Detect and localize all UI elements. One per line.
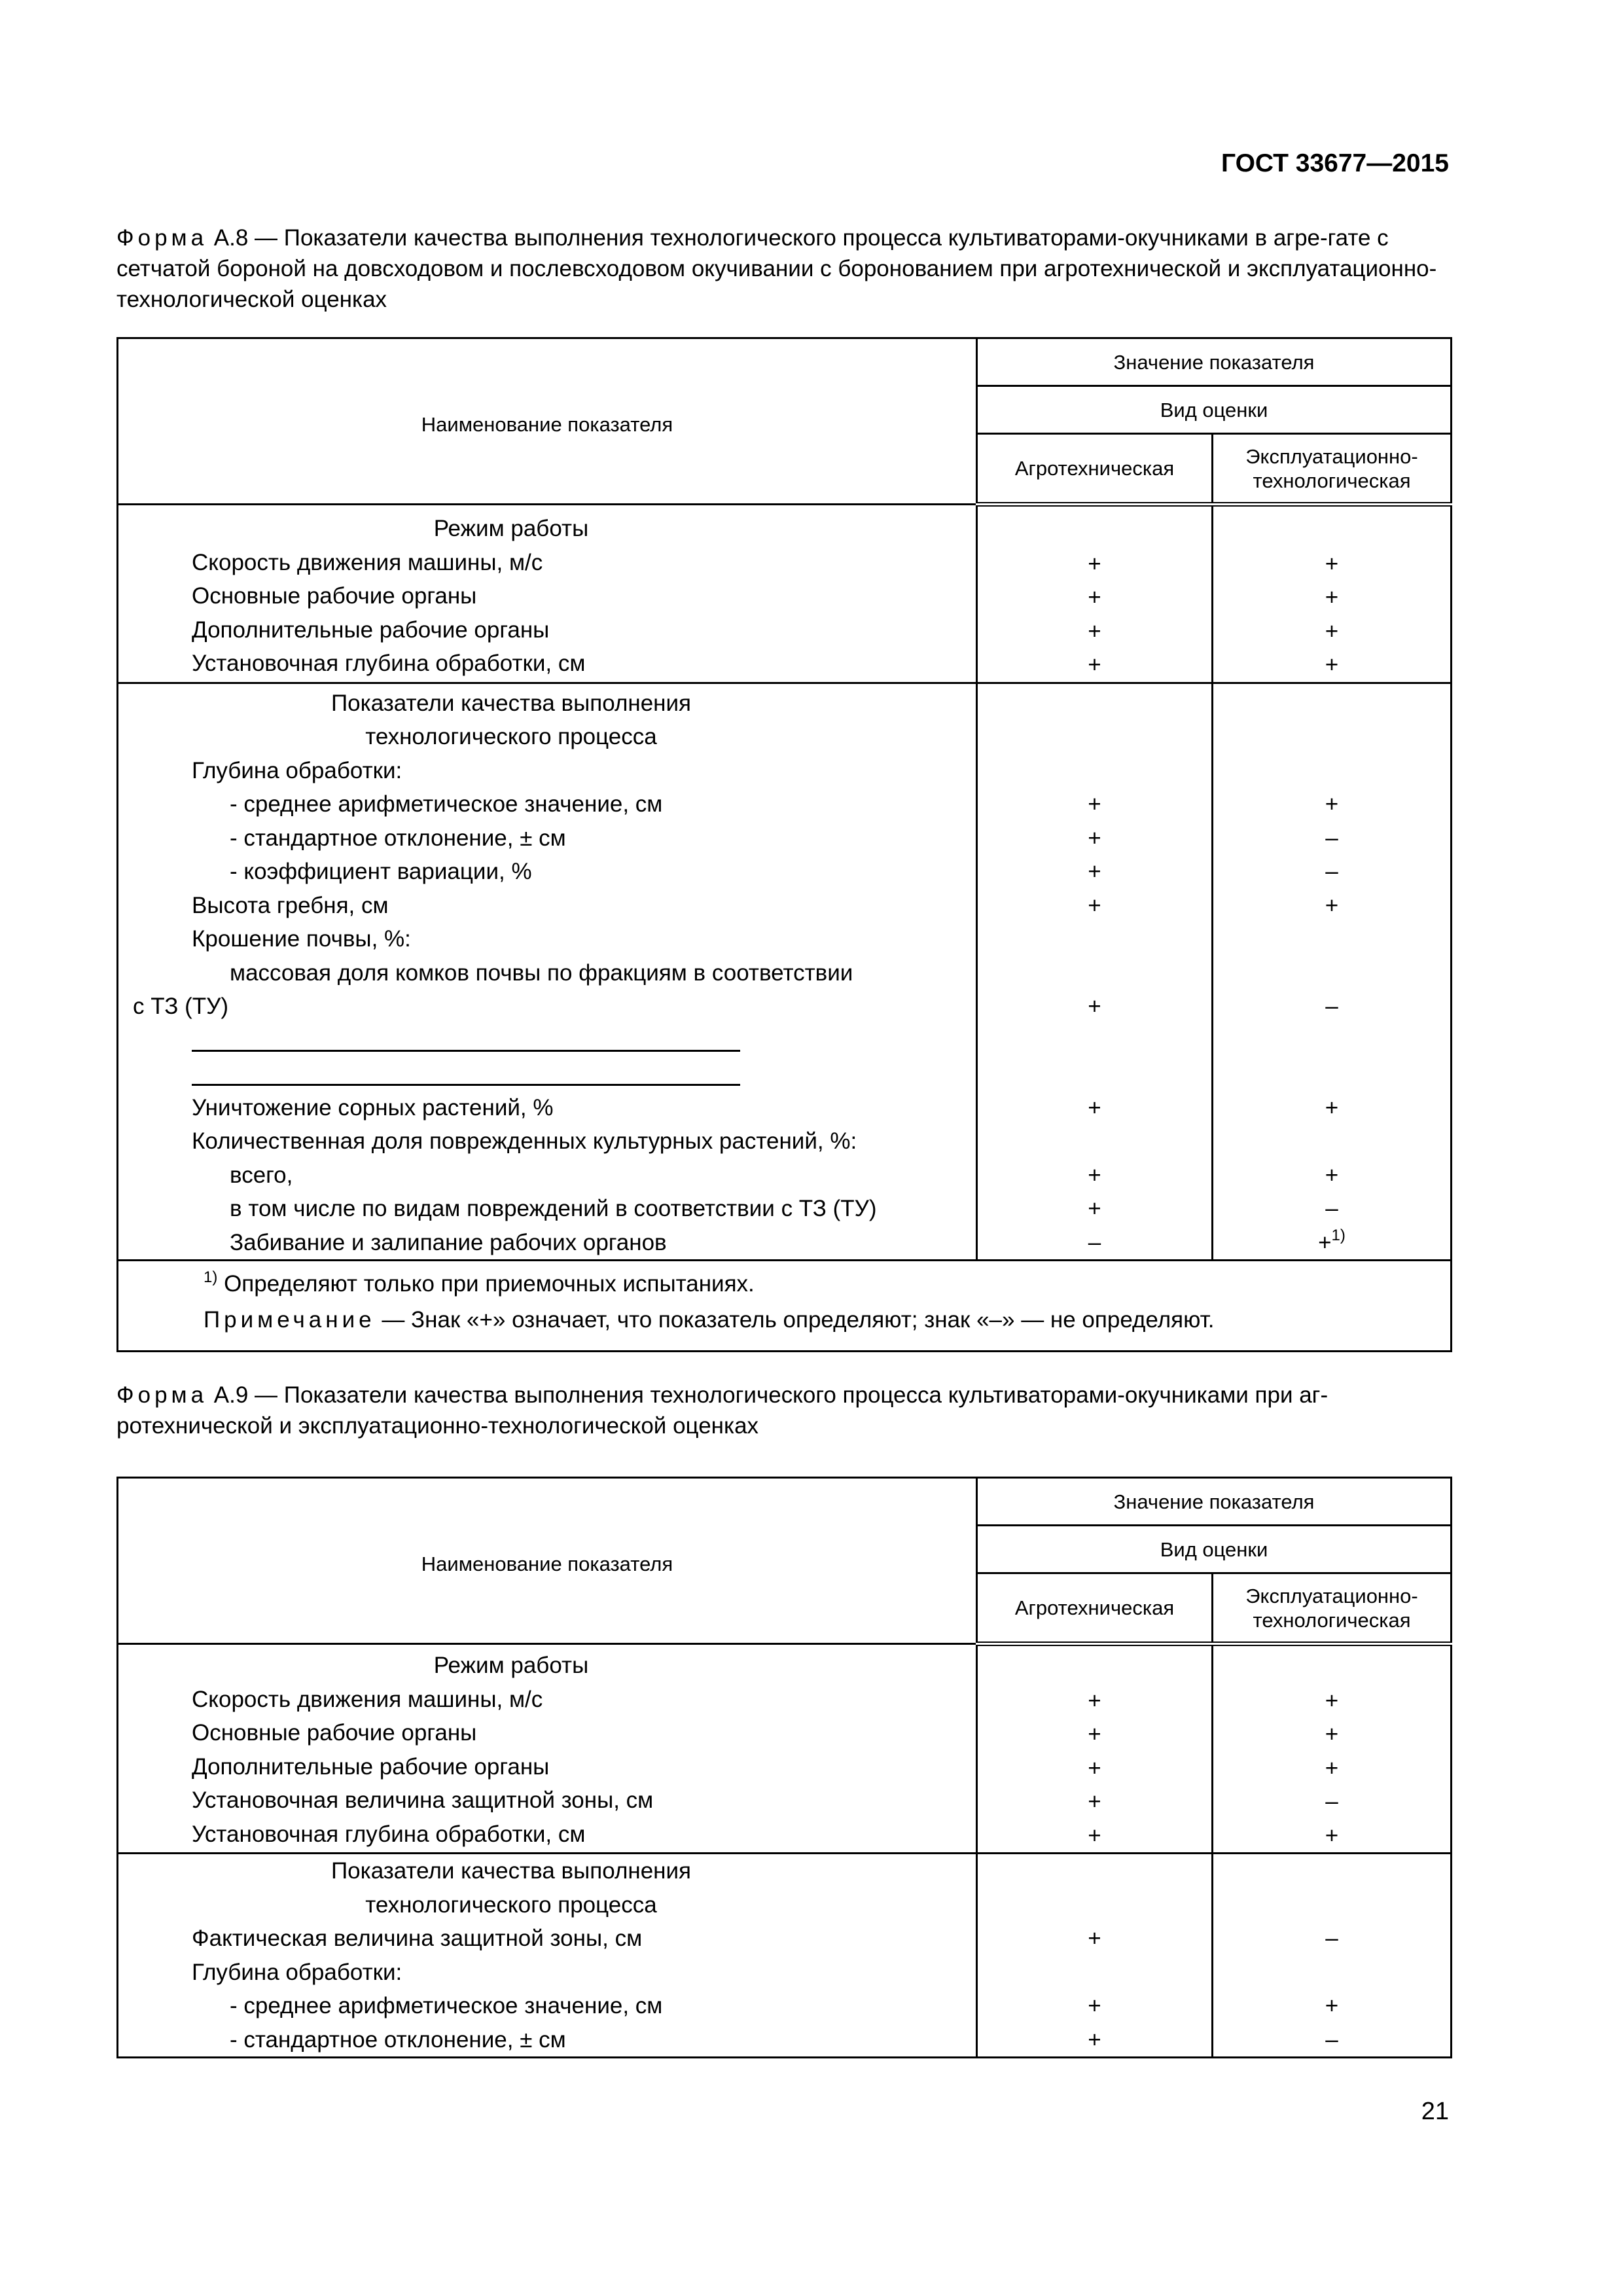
- agro-values: [977, 1854, 1213, 2058]
- value-cell: +: [1088, 994, 1101, 1019]
- value-cell: –: [1325, 994, 1338, 1019]
- footnote-text: Определяют только при приемочных испытаниях.: [224, 1271, 755, 1297]
- value-cell: +: [1088, 652, 1101, 677]
- value-cell: [1213, 1226, 1450, 1260]
- value-cell: –: [1325, 1196, 1338, 1221]
- value-cell: +: [1325, 584, 1339, 610]
- value-cell: +: [1325, 1687, 1339, 1713]
- form-a9-title: [116, 1380, 1449, 1441]
- value-cell: +: [1088, 1687, 1101, 1713]
- value-cell: –: [1325, 1926, 1338, 1951]
- footnote-ref: 1): [1331, 1226, 1346, 1244]
- value-cell: +: [1325, 1822, 1339, 1848]
- operational-values: [1213, 1854, 1452, 2058]
- row-name: с ТЗ (ТУ): [133, 994, 228, 1019]
- value-cell: +: [1088, 1094, 1101, 1121]
- value-cell: +: [1325, 652, 1339, 677]
- form-a9-table: [116, 1477, 1452, 2058]
- row-name: Установочная величина защитной зоны, см: [192, 1787, 654, 1813]
- operational-values: [1213, 683, 1452, 1261]
- row-name: Основные рабочие органы: [192, 583, 477, 609]
- agro-values: [977, 1644, 1213, 1854]
- row-name: Глубина обработки:: [192, 1959, 402, 1985]
- row-name: Установочная глубина обработки, см: [192, 1821, 586, 1847]
- value-cell: +: [1325, 892, 1339, 918]
- value-cell: +: [1325, 618, 1339, 644]
- value-cell: +: [1325, 791, 1339, 817]
- value-cell: +: [1325, 1094, 1339, 1121]
- value-cell: –: [1325, 1789, 1338, 1814]
- form-label: Форма: [116, 1382, 208, 1408]
- form-label: Форма: [116, 225, 208, 251]
- blank-line: [118, 1024, 976, 1058]
- operational-values: [1213, 505, 1452, 683]
- note-label: Примечание: [204, 1307, 376, 1333]
- row-name: Скорость движения машины, м/с: [192, 549, 543, 575]
- value-cell: +: [1088, 2026, 1101, 2053]
- row-name: Фактическая величина защитной зоны, см: [192, 1926, 643, 1951]
- footnote-mark: 1): [204, 1268, 218, 1286]
- value-cell: +: [1088, 1755, 1101, 1781]
- standard-code: ГОСТ 33677—2015: [1221, 149, 1449, 177]
- form-a8-table: [116, 337, 1452, 1352]
- header-agrotechnical: Агротехническая: [977, 434, 1213, 505]
- table-footer: [118, 1261, 1452, 1352]
- row-name: Глубина обработки:: [192, 757, 402, 783]
- header-indicator-value: Значение показателя: [977, 1478, 1452, 1526]
- value-cell: +: [1088, 859, 1101, 884]
- header-operational: Эксплуатационно-технологическая: [1213, 434, 1452, 505]
- value-cell: +: [1088, 584, 1101, 610]
- page-number: 21: [1421, 2098, 1449, 2125]
- section-quality-indicators: [118, 1854, 977, 2058]
- row-name: Количественная доля поврежденных культурных растений, %:: [192, 1128, 857, 1154]
- note-text: — Знак «+» означает, что показатель определяют; знак «–» — не определяют.: [375, 1307, 1215, 1333]
- value-cell: +: [1088, 825, 1101, 851]
- row-name: Скорость движения машины, м/с: [192, 1686, 543, 1712]
- value-cell: +: [1088, 1822, 1101, 1848]
- section-title: Показатели качества выполнения: [330, 1858, 691, 1884]
- value-cell: +: [1088, 1196, 1101, 1221]
- agro-values: [977, 683, 1213, 1261]
- value-text: +: [1318, 1229, 1332, 1255]
- value-cell: +: [1088, 618, 1101, 644]
- section-operating-mode: [118, 1644, 977, 1854]
- value-cell: +: [1088, 1162, 1101, 1188]
- row-name: в том числе по видам повреждений в соответствии с ТЗ (ТУ): [230, 1196, 877, 1221]
- form-title-text: А.9 — Показатели качества выполнения технологического процесса культиваторами-окучниками при аг-ротехнической и эксплуатационно-технологической оценках: [116, 1382, 1329, 1439]
- header-indicator-name: Наименование показателя: [118, 338, 977, 505]
- row-name: - коэффициент вариации, %: [230, 859, 532, 884]
- note: [118, 1300, 1450, 1340]
- value-cell: +: [1325, 1721, 1339, 1747]
- section-title: технологического процесса: [365, 1892, 657, 1918]
- header-agrotechnical: Агротехническая: [977, 1573, 1213, 1644]
- section-quality-indicators: [118, 683, 977, 1261]
- header-assessment-type: Вид оценки: [977, 386, 1452, 434]
- value-cell: +: [1325, 550, 1339, 577]
- value-cell: +: [1088, 1789, 1101, 1814]
- row-name: - среднее арифметическое значение, см: [230, 1993, 663, 2018]
- value-cell: +: [1325, 1162, 1339, 1188]
- row-name: Дополнительные рабочие органы: [192, 1753, 550, 1780]
- value-cell: –: [1325, 859, 1338, 884]
- row-name: Основные рабочие органы: [192, 1720, 477, 1746]
- value-cell: +: [1088, 892, 1101, 918]
- footnote: [118, 1268, 1450, 1300]
- row-name: всего,: [230, 1162, 293, 1188]
- value-cell: +: [1325, 1755, 1339, 1781]
- operational-values: [1213, 1644, 1452, 1854]
- section-title: Показатели качества выполнения: [330, 690, 691, 716]
- form-a8-title: [116, 223, 1449, 315]
- blank-line: [118, 1057, 976, 1091]
- section-operating-mode: [118, 505, 977, 683]
- row-name: - стандартное отклонение, ± см: [230, 825, 566, 851]
- value-cell: +: [1088, 1993, 1101, 2018]
- row-name: Забивание и залипание рабочих органов: [230, 1229, 667, 1255]
- section-title: технологического процесса: [365, 724, 657, 749]
- row-name: Высота гребня, см: [192, 892, 389, 918]
- header-indicator-value: Значение показателя: [977, 338, 1452, 386]
- row-name: Уничтожение сорных растений, %: [192, 1094, 554, 1121]
- row-name: Крошение почвы, %:: [192, 926, 411, 952]
- header-indicator-name: Наименование показателя: [118, 1478, 977, 1644]
- agro-values: [977, 505, 1213, 683]
- value-cell: –: [1325, 2026, 1338, 2053]
- row-name: массовая доля комков почвы по фракциям в соответствии: [230, 960, 853, 986]
- row-name: Дополнительные рабочие органы: [192, 617, 550, 643]
- value-cell: +: [1325, 1993, 1339, 2018]
- header-operational: Эксплуатационно-технологическая: [1213, 1573, 1452, 1644]
- value-cell: +: [1088, 1721, 1101, 1747]
- row-name: - стандартное отклонение, ± см: [230, 2026, 566, 2053]
- row-name: Установочная глубина обработки, см: [192, 651, 586, 676]
- value-cell: +: [1088, 550, 1101, 577]
- header-assessment-type: Вид оценки: [977, 1526, 1452, 1573]
- form-title-text: А.8 — Показатели качества выполнения технологического процесса культиваторами-окучниками в агре-гате с сетчатой бороной на довсходовом и послевсходовом окучивании с боронованием при агротехнической и эксплуатационно-технологической оценках: [116, 225, 1437, 312]
- section-title: Режим работы: [433, 516, 589, 541]
- value-cell: –: [1325, 825, 1338, 851]
- section-title: Режим работы: [433, 1653, 589, 1678]
- row-name: - среднее арифметическое значение, см: [230, 791, 663, 817]
- value-cell: –: [1088, 1229, 1101, 1255]
- value-cell: +: [1088, 791, 1101, 817]
- value-cell: +: [1088, 1926, 1101, 1951]
